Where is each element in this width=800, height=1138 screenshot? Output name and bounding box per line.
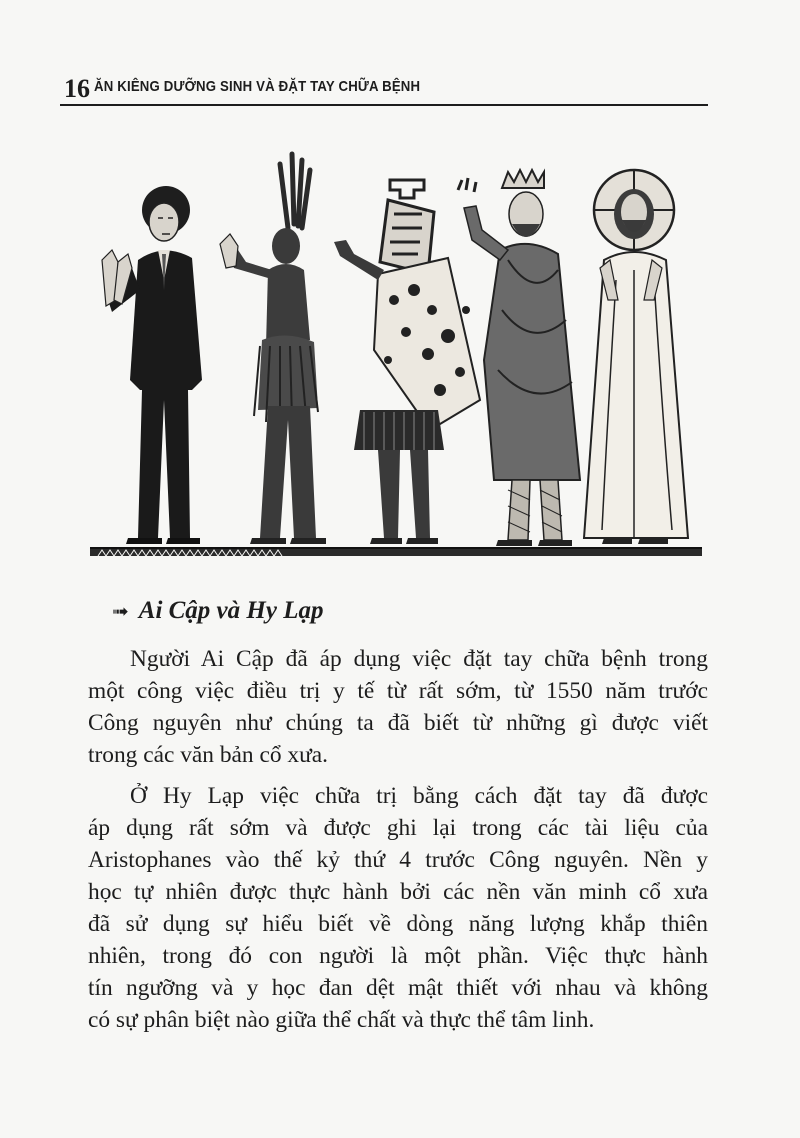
text-line: có sự phân biệt nào giữa thể chất và thực thể tâm linh. <box>88 1007 595 1033</box>
figure-modern-man <box>102 186 202 544</box>
text-line: Công nguyên như chúng ta đã biết từ những gì được viết <box>88 710 708 736</box>
paragraph-egypt <box>88 643 708 771</box>
text-line: nhiên, trong đó con người là một phần. Việc thực hành <box>88 943 708 969</box>
text-line: Ở Hy Lạp việc chữa trị bằng cách đặt tay đã được <box>130 783 708 809</box>
running-header <box>60 70 708 106</box>
text-line: tín ngưỡng và y học đan dệt mật thiết với nhau và không <box>88 975 708 1001</box>
text-line: học tự nhiên được thực hành bởi các nền văn minh cổ xưa <box>88 879 708 905</box>
text-line: đã sử dụng sự hiểu biết về dòng năng lượng khắp thiên <box>88 911 708 937</box>
text-line: một công việc điều trị y tế từ rất sớm, từ 1550 năm trước <box>88 678 708 704</box>
arrow-right-icon: ➟ <box>112 599 129 623</box>
figure-haloed-figure <box>584 170 688 544</box>
healers-illustration <box>88 150 708 565</box>
figure-crowned-king <box>458 170 580 546</box>
ground-strip <box>90 548 702 556</box>
section-title: Ai Cập và Hy Lạp <box>138 597 324 624</box>
figure-masked-shaman <box>334 180 480 544</box>
running-title: ĂN KIÊNG DƯỠNG SINH VÀ ĐẶT TAY CHỮA BỆNH <box>94 78 421 95</box>
text-line: trong các văn bản cổ xưa. <box>88 742 328 768</box>
text-line: Người Ai Cập đã áp dụng việc đặt tay chữa bệnh trong <box>130 646 708 672</box>
text-line: Aristophanes vào thế kỷ thứ 4 trước Công nguyên. Nền y <box>88 847 708 873</box>
page-number: 16 <box>64 74 90 103</box>
healers-through-history-illustration <box>88 150 708 565</box>
text-line: áp dụng rất sớm và được ghi lại trong các tài liệu của <box>88 815 708 841</box>
section-heading <box>112 593 323 629</box>
figure-tribal-healer <box>220 154 326 544</box>
paragraph-greece <box>88 780 708 1036</box>
